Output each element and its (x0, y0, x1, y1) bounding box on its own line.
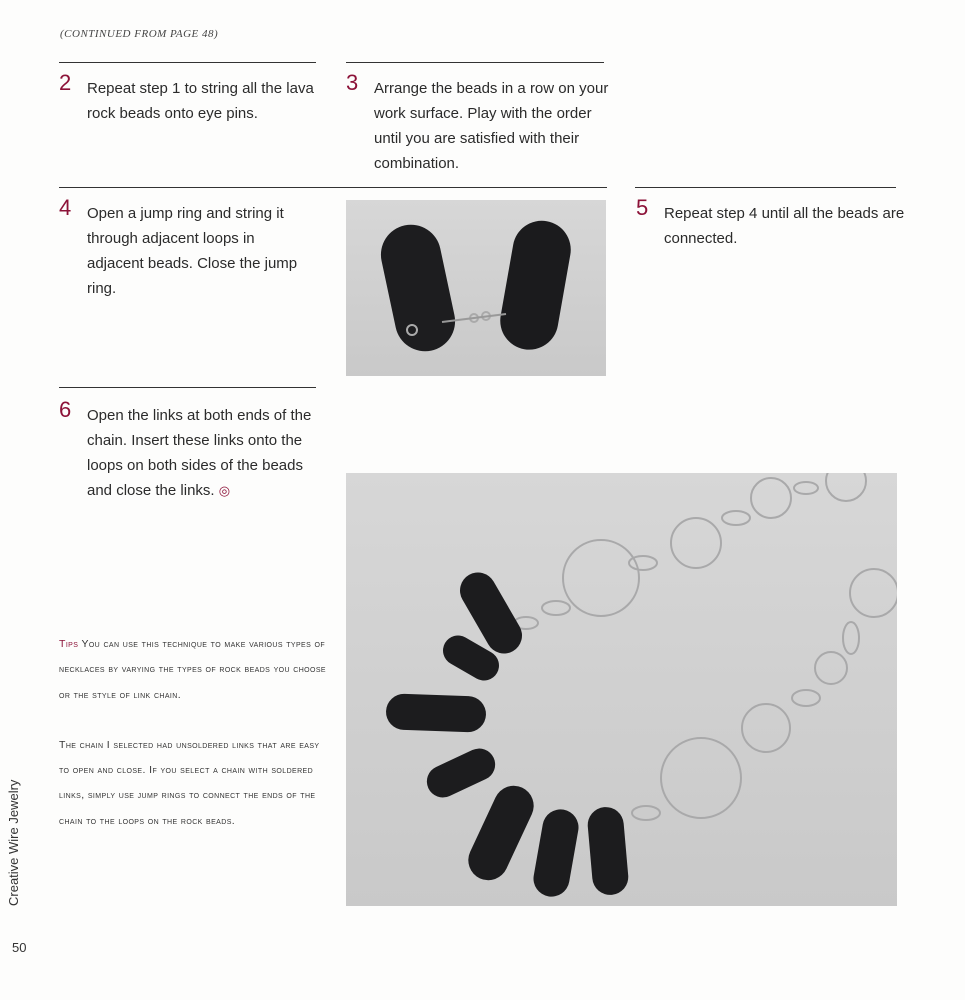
divider (59, 387, 316, 388)
step-6 (59, 397, 329, 503)
step-number: 5 (636, 195, 649, 220)
photo-two-beads (346, 200, 606, 376)
photo-necklace (346, 473, 897, 906)
step-text: Open a jump ring and string it through adjacent loops in adjacent beads. Close the jump ring. (87, 205, 298, 297)
divider (59, 187, 607, 188)
tips-paragraph: The chain I selected had unsoldered links that are easy to open and close. If you select a chain with soldered links, simply use jump rings to connect the ends of the chain to the loops on the rock beads. (59, 738, 320, 827)
spiral-end-icon: ◎ (218, 483, 231, 498)
divider (59, 62, 316, 63)
step-3 (346, 70, 621, 176)
beads-illustration (346, 200, 606, 376)
divider (635, 187, 896, 188)
continued-note: (CONTINUED FROM PAGE 48) (60, 28, 219, 40)
step-text: Repeat step 1 to string all the lava rock beads onto eye pins. (87, 80, 314, 122)
divider (346, 62, 604, 63)
step-2 (59, 70, 329, 126)
necklace-illustration (346, 473, 897, 906)
tips-box (59, 632, 329, 859)
step-text: Arrange the beads in a row on your work surface. Play with the order until you are satisfied with their combination. (374, 80, 609, 172)
step-4 (59, 195, 299, 301)
page-number: 50 (12, 940, 27, 955)
tips-label: Tips (59, 638, 79, 650)
step-number: 2 (59, 70, 72, 95)
step-5 (636, 195, 906, 251)
book-title: Creative Wire Jewelry (6, 779, 21, 906)
tips-paragraph: Tips You can use this technique to make various types of necklaces by varying the types of rock beads you choose or the style of link chain. (59, 638, 326, 701)
step-text: Repeat step 4 until all the beads are connected. (664, 205, 905, 247)
step-text: Open the links at both ends of the chain. Insert these links onto the loops on both sides of the beads and close the links. ◎ (87, 407, 312, 499)
step-number: 4 (59, 195, 72, 220)
step-number: 6 (59, 397, 72, 422)
step-number: 3 (346, 70, 359, 95)
